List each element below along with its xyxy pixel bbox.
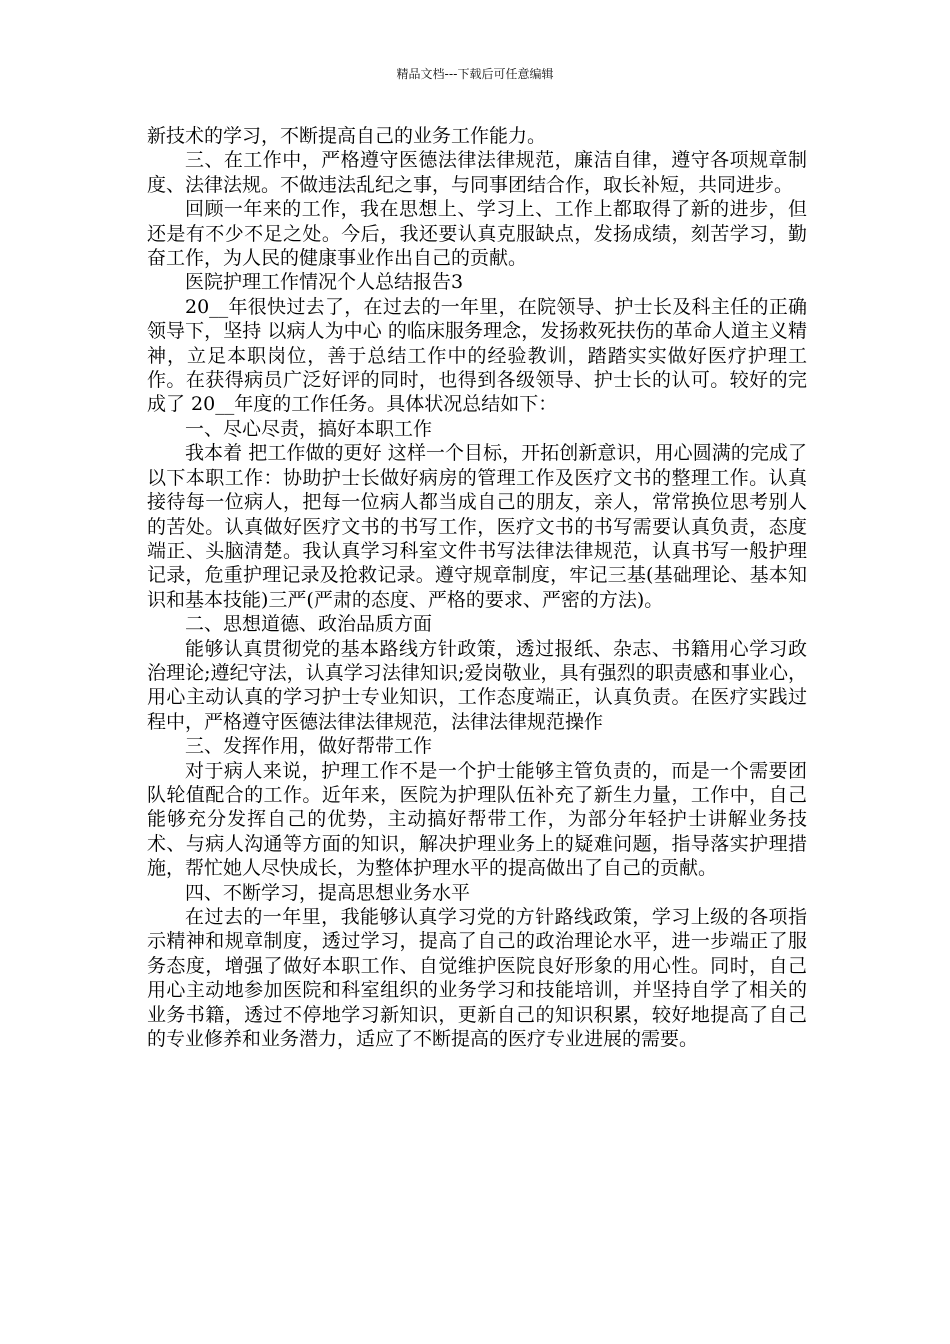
section-heading-2: 二、思想道德、政治品质方面 [185,613,433,636]
section-heading-4: 四、不断学习，提高思想业务水平 [185,881,471,904]
paragraph-intro: 20__年很快过去了，在过去的一年里，在院领导、护士长及科主任的正确领导下，坚持 以病人为中心 的临床服务理念，发扬救死扶伤的革命人道主义精神，立足本职岗位，善于总结工作中的经验教训，踏踏实实做好医疗护理工作。在获得病员广泛好评的同时，也得到各级领导、护士长的认可。较好的完成了 20__年度的工作任务。具体状况总结如下： [147,295,807,416]
paragraph-section-3: 对于病人来说，护理工作不是一个护士能够主管负责的，而是一个需要团队轮值配合的工作。近年来，医院为护理队伍补充了新生力量，工作中，自己能够充分发挥自己的优势，主动搞好帮带工作，为部分年轻护士讲解业务技术、与病人沟通等方面的知识，解决护理业务上的疑难问题，指导落实护理措施，帮忙她人尽快成长，为整体护理水平的提高做出了自己的贡献。 [147,759,807,880]
paragraph-section-2: 能够认真贯彻党的基本路线方针政策，透过报纸、杂志、书籍用心学习政治理论;遵纪守法，认真学习法律知识;爱岗敬业，具有强烈的职责感和事业心，用心主动认真的学习护士专业知识，工作态度端正，认真负责。在医疗实践过程中，严格遵守医德法律法律规范，法律法律规范操作 [147,637,807,733]
report-title: 医院护理工作情况个人总结报告3 [185,271,464,294]
page-header: 精品文档---下载后可任意编辑 [396,67,554,81]
paragraph-continuation: 新技术的学习，不断提高自己的业务工作能力。 [147,125,547,147]
paragraph-discipline: 三、在工作中，严格遵守医德法律法律规范，廉洁自律，遵守各项规章制度、法律法规。不做违法乱纪之事，与同事团结合作，取长补短，共同进步。 [147,149,807,196]
paragraph-section-4: 在过去的一年里，我能够认真学习党的方针路线政策，学习上级的各项指示精神和规章制度，透过学习，提高了自己的政治理论水平，进一步端正了服务态度，增强了做好本职工作、自觉维护医院良好形象的用心性。同时，自己用心主动地参加医院和科室组织的业务学习和技能培训，并坚持自学了相关的业务书籍，透过不停地学习新知识，更新自己的知识积累，较好地提高了自己的专业修养和业务潜力，适应了不断提高的医疗专业进展的需要。 [147,906,807,1051]
document-body [147,124,807,1051]
paragraph-review: 回顾一年来的工作，我在思想上、学习上、工作上都取得了新的进步，但还是有不少不足之处。今后，我还要认真克服缺点，发扬成绩，刻苦学习，勤奋工作，为人民的健康事业作出自己的贡献。 [147,198,807,270]
section-heading-3: 三、发挥作用，做好帮带工作 [185,735,433,758]
paragraph-section-1: 我本着 把工作做的更好 这样一个目标，开拓创新意识，用心圆满的完成了以下本职工作：协助护士长做好病房的管理工作及医疗文书的整理工作。认真接待每一位病人，把每一位病人都当成自己的朋友，亲人，常常换位思考别人的苦处。认真做好医疗文书的书写工作，医疗文书的书写需要认真负责，态度端正、头脑清楚。我认真学习科室文件书写法律法律规范，认真书写一般护理记录，危重护理记录及抢救记录。遵守规章制度，牢记三基(基础理论、基本知识和基本技能)三严(严肃的态度、严格的要求、严密的方法)。 [147,442,807,611]
section-heading-1: 一、尽心尽责，搞好本职工作 [185,417,433,440]
